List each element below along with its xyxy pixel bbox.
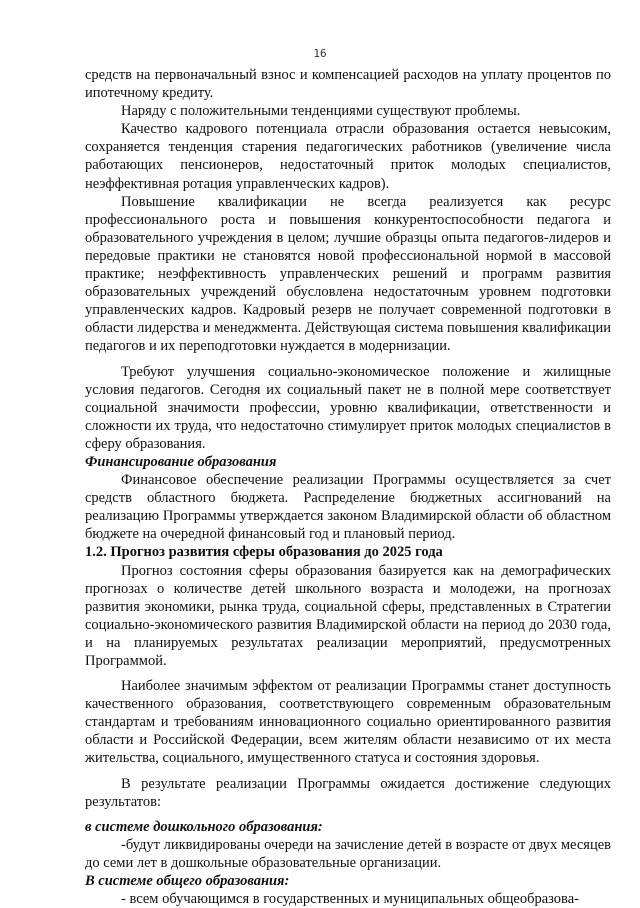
paragraph-continuation: средств на первоначальный взнос и компенсацией расходов на уплату процентов по ипотечному кредиту. (85, 67, 611, 102)
list-item-general-education: - всем обучающимся в государственных и муниципальных общеобразова- (121, 891, 579, 908)
heading-forecast: 1.2. Прогноз развития сферы образования до 2025 года (85, 544, 443, 561)
list-item-preschool: -будут ликвидированы очереди на зачисление детей в возрасте от двух месяцев до семи лет в дошкольные образовательные организации. (85, 836, 611, 871)
page-content (85, 66, 611, 908)
heading-general-education: В системе общего образования: (85, 873, 290, 890)
paragraph-forecast-effect: Наиболее значимым эффектом от реализации Программы станет доступность качественного образования, соответствующего современным образовательным стандартам и требованиям инновационного социально ориентированного развития области и Российской Федерации, всем жителям области независимо от их места жительства, социального, имущественного статуса и состояния здоровья. (85, 678, 611, 767)
paragraph-forecast-results: В результате реализации Программы ожидается достижение следующих результатов: (85, 775, 611, 810)
paragraph-financing: Финансовое обеспечение реализации Программы осуществляется за счет средств областного бюджета. Распределение бюджетных ассигнований на реализацию Программы утверждается законом Владимирской области об областном бюджете на очередной финансовый год и плановый период. (85, 472, 611, 543)
paragraph-qualification: Повышение квалификации не всегда реализуется как ресурс профессионального роста и повышения конкурентоспособности педагога и образовательного учреждения в целом; лучшие образцы опыта педагогов-лидеров и передовые практики не становятся новой профессиональной нормой в массовой практике; неэффективность управленческих решений и программ развития образовательных учреждений обусловлена недостаточным уровнем подготовки управленческих кадров. Кадровый резерв не получает современной подготовки в области лидерства и менеджмента. Действующая система повышения квалификации педагогов и их переподготовки нуждается в модернизации. (85, 193, 611, 355)
heading-financing: Финансирование образования (85, 453, 277, 470)
heading-preschool: в системе дошкольного образования: (85, 818, 323, 835)
paragraph-staff-quality: Качество кадрового потенциала отрасли образования остается невысоким, сохраняется тенденция старения педагогических работников (увеличение числа работающих пенсионеров, недостаточный приток молодых специалистов, неэффективная ротация управленческих кадров). (85, 121, 611, 192)
paragraph-social-conditions: Требуют улучшения социально-экономическое положение и жилищные условия педагогов. Сегодня их социальный пакет не в полной мере соответствует социальной значимости профессии, уровню квалификации, ответственности и сложности их труда, что недостаточно стимулирует приток молодых специалистов в сферу образования. (85, 363, 611, 452)
page-number: 16 (313, 47, 327, 60)
paragraph-forecast-basis: Прогноз состояния сферы образования базируется как на демографических прогнозах о количестве детей школьного возраста и молодежи, на прогнозах развития экономики, рынка труда, социальной сферы, представленных в Стратегии социально-экономического развития Владимирской области на период до 2030 года, и на планируемых результатах реализации мероприятий, предусмотренных Программой. (85, 562, 611, 669)
paragraph-problems-intro: Наряду с положительными тенденциями существуют проблемы. (121, 103, 521, 120)
